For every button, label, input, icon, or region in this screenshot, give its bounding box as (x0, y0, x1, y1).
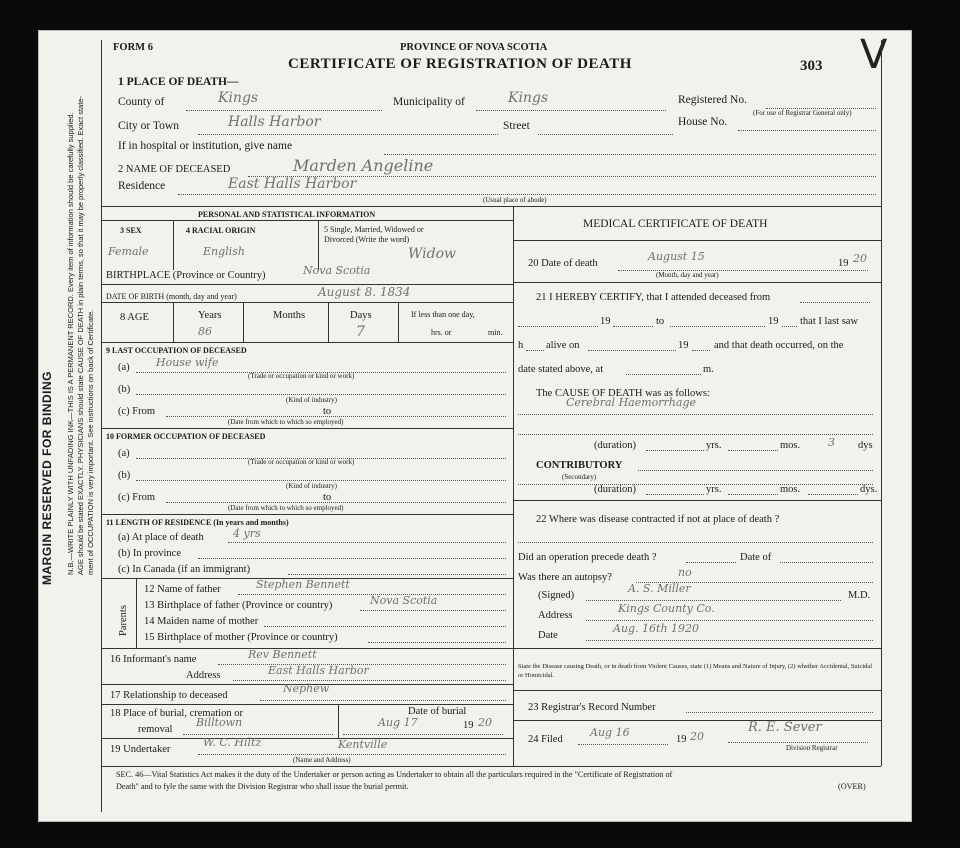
disease-footnote: State the Disease causing Death, or in death from Violent Causes, state (1) Means and Nature of Injury, (2) whether Accidental, Suicidal or Homicidal. (518, 663, 873, 679)
abode-note: (Usual place of abode) (483, 196, 547, 204)
city-label: City or Town (118, 120, 179, 132)
county-value: Kings (218, 90, 259, 106)
former-occ-from-label: (c) From (118, 492, 156, 503)
days-label: Days (350, 310, 372, 321)
certify-to: to (656, 316, 665, 327)
length-of-residence-label: 11 LENGTH OF RESIDENCE (In years and months) (106, 518, 289, 527)
personal-info-header: PERSONAL AND STATISTICAL INFORMATION (198, 210, 376, 219)
city-value: Halls Harbor (228, 114, 321, 130)
undertaker-value: W. C. Hiltz (203, 736, 262, 749)
residence-value: East Halls Harbor (228, 176, 357, 192)
margin-note-3: ment of OCCUPATION is very important. See instructions on back of Certificate. (86, 309, 95, 575)
birthplace-value: Nova Scotia (303, 264, 371, 277)
mother-birthplace-label: 15 Birthplace of mother (Province or country) (144, 632, 338, 643)
binding-margin-label: MARGIN RESERVED FOR BINDING (40, 371, 54, 585)
burial-year-value: 20 (478, 716, 492, 729)
burial-date-value: Aug 17 (378, 716, 418, 729)
residence-a-value: 4 yrs (233, 527, 261, 540)
residence-a-label: (a) At place of death (118, 532, 204, 543)
name-of-deceased-label: 2 NAME OF DECEASED (118, 164, 231, 175)
dod-year-value: 20 (853, 252, 867, 265)
check-mark: V (860, 32, 888, 78)
informant-address-label: Address (186, 670, 221, 681)
sex-label: 3 SEX (120, 226, 142, 235)
date-of-death-value: August 15 (648, 250, 705, 263)
dob-value: August 8. 1834 (318, 285, 411, 299)
former-occ-a-label: (a) (118, 448, 130, 459)
certify-alive-on: alive on (546, 340, 580, 351)
years-value: 86 (198, 325, 212, 338)
last-industry-note: (Kind of industry) (286, 396, 337, 404)
dod-note: (Month, day and year) (656, 271, 719, 279)
contracted-label: 22 Where was disease contracted if not at place of death ? (536, 514, 780, 525)
dys-value: 3 (828, 436, 835, 449)
years-label: Years (198, 310, 222, 321)
former-occupation-label: 10 FORMER OCCUPATION OF DECEASED (106, 432, 266, 441)
certify-death-occurred: and that death occurred, on the (714, 340, 844, 351)
filed-year-prefix: 19 (676, 734, 687, 745)
footer-line-1: SEC. 46—Vital Statistics Act makes it the duty of the Undertaker or person acting as Undertaker to obtain all the particulars required in the "Certificate of Registration of (116, 770, 673, 779)
yrs-label-2: yrs. (706, 484, 722, 495)
certify-19-a: 19 (600, 316, 611, 327)
certify-line-1: 21 I HEREBY CERTIFY, that I attended deceased from (536, 292, 771, 303)
burial-place-value: Billtown (196, 716, 243, 729)
filed-value: Aug 16 (590, 726, 630, 739)
informant-value: Rev Bennett (248, 648, 317, 661)
informant-label: 16 Informant's name (110, 654, 197, 665)
mother-label: 14 Maiden name of mother (144, 616, 259, 627)
residence-b-label: (b) In province (118, 548, 181, 559)
certify-last-saw: that I last saw (800, 316, 859, 327)
street-label: Street (503, 120, 530, 132)
residence-label: Residence (118, 180, 166, 192)
dys-label-1: dys (858, 440, 873, 451)
date-of-label: Date of (740, 552, 772, 563)
mos-label-2: mos. (780, 484, 801, 495)
certify-19-b: 19 (768, 316, 779, 327)
registered-label: Registered No. (678, 94, 747, 106)
last-occ-a-label: (a) (118, 362, 130, 373)
certify-m: m. (703, 364, 714, 375)
last-occ-a-value: House wife (156, 356, 219, 369)
father-label: 12 Name of father (144, 584, 221, 595)
relationship-label: 17 Relationship to deceased (110, 690, 228, 701)
hospital-label: If in hospital or institution, give name (118, 140, 293, 152)
autopsy-value: no (678, 566, 692, 579)
marital-label-1: 5 Single, Married, Widowed or (324, 225, 424, 234)
marital-label-2: Divorced (Write the word) (324, 235, 410, 244)
hrs-label: hrs. or (431, 328, 452, 337)
less-than-day-label: If less than one day, (411, 310, 475, 319)
footer-over: (OVER) (838, 782, 866, 791)
margin-note-2: AGE should be stated EXACTLY. PHYSICIANS should state CAUSE OF DEATH in plain terms, so that it may be properly classified. Exact state- (76, 96, 85, 575)
burial-year-prefix: 19 (463, 720, 474, 731)
burial-label: 18 Place of burial, cremation or (110, 708, 243, 719)
former-date-note: (Date from which to which so employed) (228, 504, 344, 512)
last-occ-to-label: to (323, 406, 332, 417)
filed-year-value: 20 (690, 730, 704, 743)
racial-origin-value: English (203, 245, 245, 258)
undertaker-note: (Name and Address) (293, 756, 351, 764)
secondary-note: (Secondary) (562, 473, 597, 481)
min-label: min. (488, 328, 503, 337)
registrar-note: (For use of Registrar General only) (753, 109, 852, 117)
last-occ-from-label: (c) From (118, 406, 156, 417)
certificate-number: 303 (800, 58, 823, 74)
autopsy-label: Was there an autopsy? (518, 572, 612, 583)
father-value: Stephen Bennett (256, 578, 350, 591)
parents-side-label: Parents (118, 605, 129, 636)
mos-label-1: mos. (780, 440, 801, 451)
dob-label: DATE OF BIRTH (month, day and year) (106, 292, 237, 301)
physician-date-label: Date (538, 630, 558, 641)
house-label: House No. (678, 116, 728, 128)
former-industry-note: (Kind of industry) (286, 482, 337, 490)
informant-address-value: East Halls Harbor (268, 664, 369, 677)
division-registrar-note: Division Registrar (786, 744, 838, 752)
place-of-death-label: 1 PLACE OF DEATH— (118, 76, 239, 88)
physician-address-value: Kings County Co. (618, 602, 715, 615)
racial-origin-label: 4 RACIAL ORIGIN (186, 226, 256, 235)
former-occ-b-label: (b) (118, 470, 131, 481)
record-number-label: 23 Registrar's Record Number (528, 702, 656, 713)
date-of-death-label: 20 Date of death (528, 258, 598, 269)
county-label: County of (118, 96, 165, 108)
last-occupation-label: 9 LAST OCCUPATION OF DECEASED (106, 346, 247, 355)
dod-year-prefix: 19 (838, 258, 849, 269)
yrs-label-1: yrs. (706, 440, 722, 451)
residence-c-label: (c) In Canada (if an immigrant) (118, 564, 251, 575)
certify-h: h (518, 340, 524, 351)
registrar-signature: R. E. Sever (748, 720, 822, 735)
sex-value: Female (108, 245, 149, 258)
margin-note-1: N.B.—WRITE PLAINLY WITH UNFADING INK—THIS IS A PERMANENT RECORD. Every item of information should be carefully supplied. (66, 112, 75, 575)
marital-value: Widow (408, 246, 456, 262)
age-label: 8 AGE (120, 312, 149, 323)
last-date-note: (Date from which to which so employed) (228, 418, 344, 426)
operation-label: Did an operation precede death ? (518, 552, 657, 563)
months-label: Months (273, 310, 306, 321)
cause-of-death-value: Cerebral Haemorrhage (566, 396, 696, 409)
municipality-label: Municipality of (393, 96, 465, 108)
relationship-value: Nephew (283, 682, 330, 695)
municipality-value: Kings (508, 90, 549, 106)
province-title: PROVINCE OF NOVA SCOTIA (400, 42, 548, 53)
duration-label-1: (duration) (594, 440, 636, 451)
signed-label: (Signed) (538, 590, 575, 601)
physician-date-value: Aug. 16th 1920 (613, 622, 700, 635)
former-occ-to-label: to (323, 492, 332, 503)
signed-value: A. S. Miller (628, 582, 691, 595)
removal-label: removal (138, 724, 173, 735)
certificate-title: CERTIFICATE OF REGISTRATION OF DEATH (288, 56, 632, 72)
undertaker-place: Kentville (338, 738, 388, 751)
cause-of-death-label: The CAUSE OF DEATH was as follows: (536, 388, 710, 399)
certify-19-c: 19 (678, 340, 689, 351)
contributory-label: CONTRIBUTORY (536, 460, 623, 471)
burial-date-label: Date of burial (408, 706, 467, 717)
father-birthplace-label: 13 Birthplace of father (Province or country) (144, 600, 333, 611)
undertaker-label: 19 Undertaker (110, 744, 171, 755)
md-label: M.D. (848, 590, 871, 601)
certify-line-4: date stated above, at (518, 364, 604, 375)
birthplace-label: BIRTHPLACE (Province or Country) (106, 270, 266, 281)
days-value: 7 (356, 324, 365, 340)
certificate-page (38, 30, 912, 822)
former-trade-note: (Trade or occupation or kind or work) (248, 458, 355, 466)
footer-line-2: Death" and to fyle the same with the Division Registrar who shall issue the burial permit. (116, 782, 409, 791)
dys-label-2: dys. (860, 484, 878, 495)
name-of-deceased-value: Marden Angeline (293, 156, 434, 175)
last-occ-b-label: (b) (118, 384, 131, 395)
form-number: FORM 6 (113, 42, 153, 53)
physician-address-label: Address (538, 610, 573, 621)
medical-certificate-header: MEDICAL CERTIFICATE OF DEATH (583, 218, 768, 230)
father-birthplace-value: Nova Scotia (370, 594, 438, 607)
last-trade-note: (Trade or occupation or kind or work) (248, 372, 355, 380)
duration-label-2: (duration) (594, 484, 636, 495)
form-left-border (101, 40, 102, 812)
filed-label: 24 Filed (528, 734, 563, 745)
